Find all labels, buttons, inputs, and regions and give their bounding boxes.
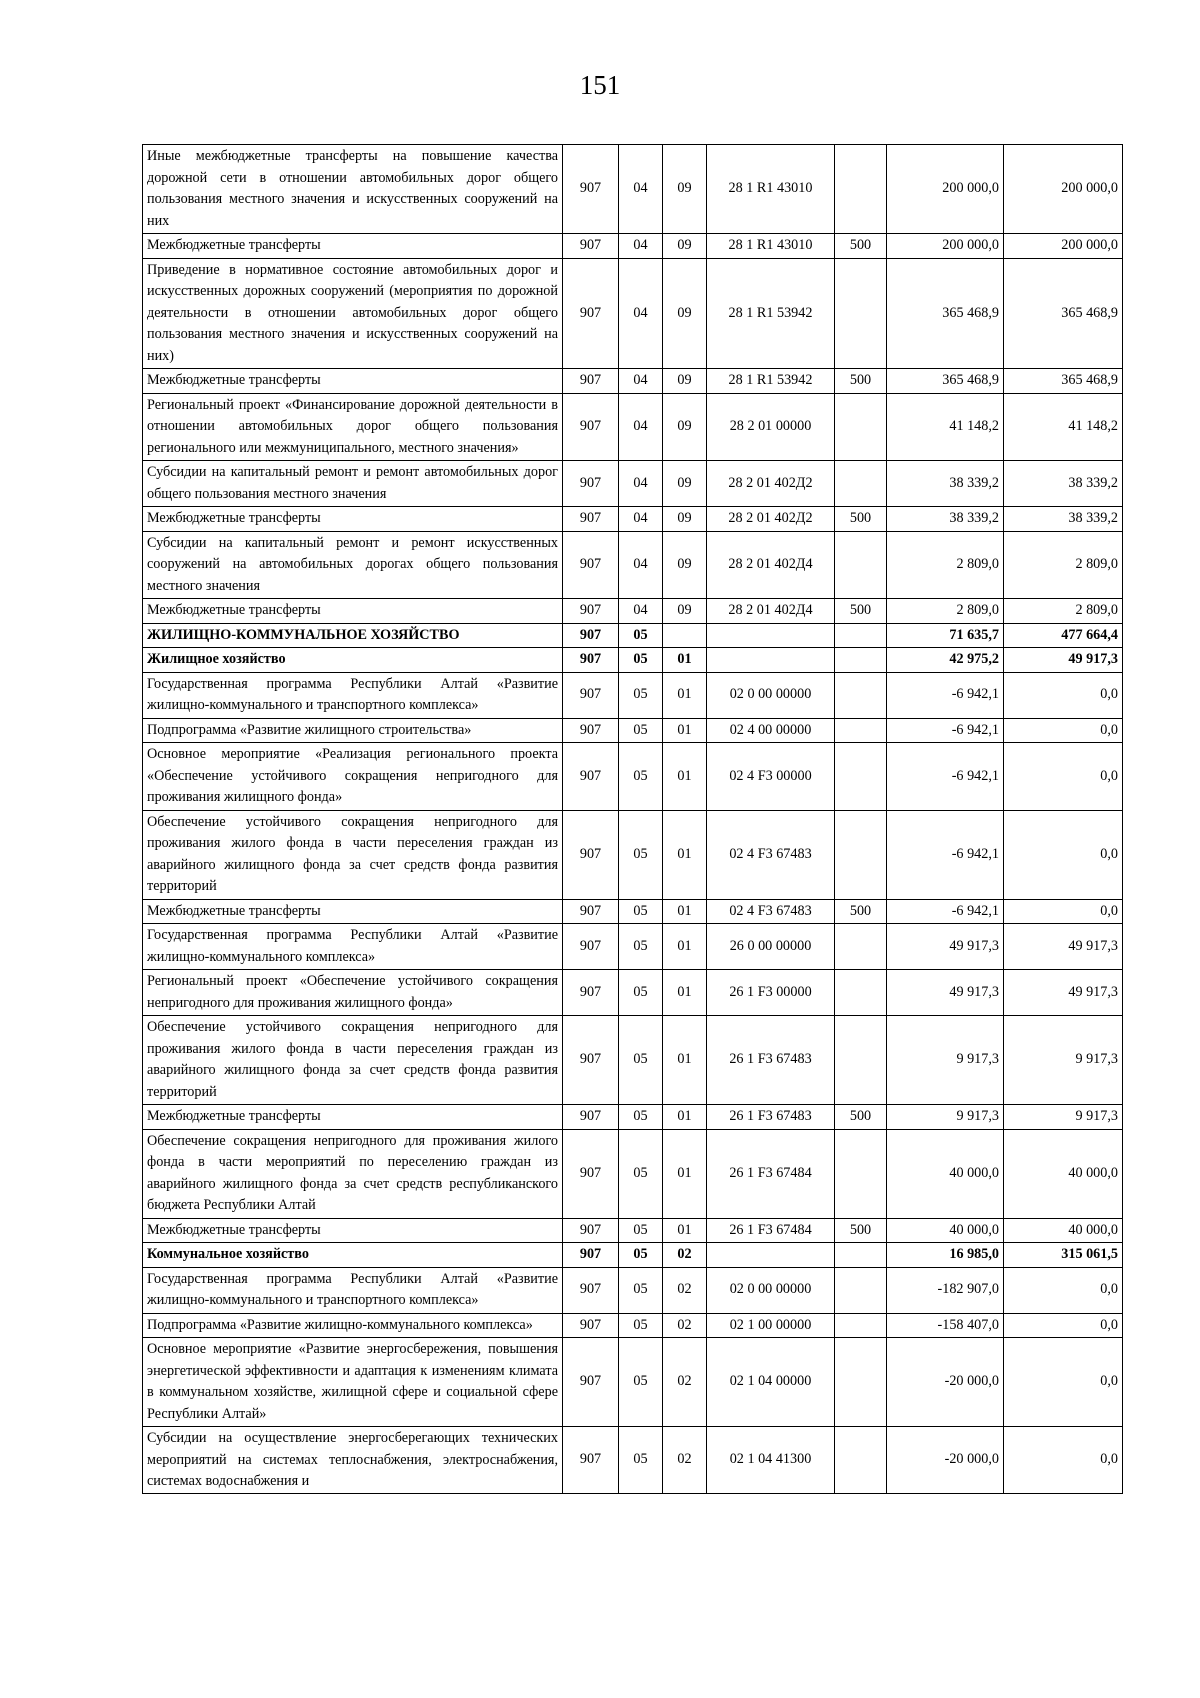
- row-target-article: 02 1 04 41300: [707, 1427, 835, 1494]
- row-expense-type: [835, 1129, 887, 1218]
- row-expense-type: 500: [835, 899, 887, 924]
- row-ministry-code: 907: [563, 145, 619, 234]
- row-sum-year-2: 2 809,0: [1004, 531, 1123, 599]
- row-name: Государственная программа Республики Алтай «Развитие жилищно-коммунального и транспортного комплекса»: [143, 672, 563, 718]
- table-row: [143, 393, 1123, 461]
- row-expense-type: [835, 1243, 887, 1268]
- table-row: [143, 369, 1123, 394]
- row-section-code: 04: [619, 393, 663, 461]
- table-row: [143, 1267, 1123, 1313]
- row-target-article: 02 4 F3 67483: [707, 810, 835, 899]
- row-expense-type: [835, 718, 887, 743]
- row-expense-type: [835, 743, 887, 811]
- row-sum-year-1: 16 985,0: [887, 1243, 1004, 1268]
- row-name: Межбюджетные трансферты: [143, 507, 563, 532]
- row-ministry-code: 907: [563, 507, 619, 532]
- row-section-code: 05: [619, 810, 663, 899]
- row-name: Обеспечение сокращения непригодного для проживания жилого фонда в части мероприятий по переселению граждан из аварийного жилищного фонда за счет средств республиканского бюджета Республики Алтай: [143, 1129, 563, 1218]
- row-expense-type: [835, 145, 887, 234]
- row-name: Коммунальное хозяйство: [143, 1243, 563, 1268]
- table-row: [143, 672, 1123, 718]
- row-sum-year-2: 365 468,9: [1004, 258, 1123, 369]
- table-row: [143, 461, 1123, 507]
- row-name: Межбюджетные трансферты: [143, 369, 563, 394]
- row-name: Основное мероприятие «Развитие энергосбережения, повышения энергетической эффективности и адаптация к изменениям климата в коммунальном хозяйстве, жилищной сфере и социальной сфере Республики Алтай»: [143, 1338, 563, 1427]
- row-sum-year-1: -6 942,1: [887, 672, 1004, 718]
- row-subsection-code: 02: [663, 1338, 707, 1427]
- row-name: Основное мероприятие «Реализация регионального проекта «Обеспечение устойчивого сокращения непригодного для проживания жилищного фонда»: [143, 743, 563, 811]
- row-target-article: 02 0 00 00000: [707, 1267, 835, 1313]
- row-sum-year-1: -6 942,1: [887, 743, 1004, 811]
- row-sum-year-2: 315 061,5: [1004, 1243, 1123, 1268]
- table-row: [143, 623, 1123, 648]
- row-sum-year-2: 0,0: [1004, 899, 1123, 924]
- table-row: [143, 1218, 1123, 1243]
- row-target-article: 28 1 R1 43010: [707, 234, 835, 259]
- row-subsection-code: 01: [663, 1218, 707, 1243]
- row-section-code: 05: [619, 1218, 663, 1243]
- row-sum-year-1: -182 907,0: [887, 1267, 1004, 1313]
- row-section-code: 04: [619, 461, 663, 507]
- row-ministry-code: 907: [563, 258, 619, 369]
- row-sum-year-1: -20 000,0: [887, 1338, 1004, 1427]
- row-target-article: 26 1 F3 67483: [707, 1016, 835, 1105]
- table-row: [143, 1016, 1123, 1105]
- row-target-article: [707, 1243, 835, 1268]
- row-target-article: 28 1 R1 53942: [707, 369, 835, 394]
- row-subsection-code: 09: [663, 258, 707, 369]
- row-name: Жилищное хозяйство: [143, 648, 563, 673]
- row-name: Межбюджетные трансферты: [143, 1218, 563, 1243]
- row-sum-year-1: 38 339,2: [887, 507, 1004, 532]
- row-ministry-code: 907: [563, 531, 619, 599]
- row-target-article: [707, 623, 835, 648]
- table-row: [143, 743, 1123, 811]
- row-subsection-code: 09: [663, 599, 707, 624]
- table-row: [143, 1427, 1123, 1494]
- row-name: Субсидии на капитальный ремонт и ремонт автомобильных дорог общего пользования местного значения: [143, 461, 563, 507]
- row-section-code: 05: [619, 1267, 663, 1313]
- table-row: [143, 899, 1123, 924]
- row-section-code: 05: [619, 1243, 663, 1268]
- row-name: Государственная программа Республики Алтай «Развитие жилищно-коммунального и транспортного комплекса»: [143, 1267, 563, 1313]
- row-subsection-code: 02: [663, 1313, 707, 1338]
- row-ministry-code: 907: [563, 1129, 619, 1218]
- table-row: [143, 507, 1123, 532]
- row-subsection-code: 09: [663, 507, 707, 532]
- row-target-article: 02 4 F3 67483: [707, 899, 835, 924]
- row-expense-type: 500: [835, 234, 887, 259]
- table-row: [143, 1129, 1123, 1218]
- row-section-code: 05: [619, 1338, 663, 1427]
- row-section-code: 05: [619, 1313, 663, 1338]
- row-sum-year-1: 41 148,2: [887, 393, 1004, 461]
- row-sum-year-2: 0,0: [1004, 743, 1123, 811]
- row-sum-year-1: -6 942,1: [887, 899, 1004, 924]
- row-name: Подпрограмма «Развитие жилищно-коммунального комплекса»: [143, 1313, 563, 1338]
- row-sum-year-2: 41 148,2: [1004, 393, 1123, 461]
- row-name: Обеспечение устойчивого сокращения непригодного для проживания жилого фонда в части переселения граждан из аварийного жилищного фонда за счет средств фонда развития территорий: [143, 1016, 563, 1105]
- row-expense-type: 500: [835, 1105, 887, 1130]
- row-expense-type: 500: [835, 1218, 887, 1243]
- row-target-article: 26 1 F3 00000: [707, 970, 835, 1016]
- row-subsection-code: 01: [663, 1105, 707, 1130]
- row-sum-year-2: 9 917,3: [1004, 1016, 1123, 1105]
- row-sum-year-1: 2 809,0: [887, 531, 1004, 599]
- row-ministry-code: 907: [563, 393, 619, 461]
- row-subsection-code: 01: [663, 672, 707, 718]
- row-ministry-code: 907: [563, 1218, 619, 1243]
- row-name: Подпрограмма «Развитие жилищного строительства»: [143, 718, 563, 743]
- table-row: [143, 1243, 1123, 1268]
- row-sum-year-2: 0,0: [1004, 1313, 1123, 1338]
- table-row: [143, 1313, 1123, 1338]
- row-target-article: 02 4 00 00000: [707, 718, 835, 743]
- row-name: Государственная программа Республики Алтай «Развитие жилищно-коммунального комплекса»: [143, 924, 563, 970]
- row-sum-year-1: 2 809,0: [887, 599, 1004, 624]
- row-target-article: 28 1 R1 43010: [707, 145, 835, 234]
- row-section-code: 04: [619, 258, 663, 369]
- row-sum-year-1: 365 468,9: [887, 369, 1004, 394]
- table-row: [143, 258, 1123, 369]
- row-target-article: 28 2 01 402Д2: [707, 461, 835, 507]
- row-ministry-code: 907: [563, 810, 619, 899]
- row-expense-type: [835, 393, 887, 461]
- row-sum-year-1: 9 917,3: [887, 1016, 1004, 1105]
- row-name: [143, 1427, 563, 1494]
- row-ministry-code: 907: [563, 1427, 619, 1494]
- table-row: [143, 648, 1123, 673]
- row-ministry-code: 907: [563, 461, 619, 507]
- row-ministry-code: 907: [563, 1267, 619, 1313]
- row-expense-type: [835, 623, 887, 648]
- row-subsection-code: 01: [663, 743, 707, 811]
- row-sum-year-2: 477 664,4: [1004, 623, 1123, 648]
- row-expense-type: [835, 1338, 887, 1427]
- row-subsection-code: 01: [663, 924, 707, 970]
- row-ministry-code: 907: [563, 743, 619, 811]
- row-section-code: 05: [619, 1129, 663, 1218]
- row-expense-type: [835, 970, 887, 1016]
- row-sum-year-2: 40 000,0: [1004, 1129, 1123, 1218]
- row-sum-year-2: 200 000,0: [1004, 145, 1123, 234]
- row-expense-type: [835, 461, 887, 507]
- row-expense-type: 500: [835, 599, 887, 624]
- row-name: Межбюджетные трансферты: [143, 234, 563, 259]
- row-sum-year-2: 0,0: [1004, 718, 1123, 743]
- row-sum-year-1: 9 917,3: [887, 1105, 1004, 1130]
- row-expense-type: [835, 531, 887, 599]
- table-row: [143, 599, 1123, 624]
- row-sum-year-2: 49 917,3: [1004, 648, 1123, 673]
- row-sum-year-2: 365 468,9: [1004, 369, 1123, 394]
- row-subsection-code: 02: [663, 1267, 707, 1313]
- row-target-article: 02 0 00 00000: [707, 672, 835, 718]
- row-sum-year-1: -6 942,1: [887, 718, 1004, 743]
- row-name: Приведение в нормативное состояние автомобильных дорог и искусственных дорожных сооружений (мероприятия по дорожной деятельности в отношении автомобильных дорог общего пользования местного значения и искусственных сооружений на них): [143, 258, 563, 369]
- row-sum-year-1: 42 975,2: [887, 648, 1004, 673]
- row-ministry-code: 907: [563, 1243, 619, 1268]
- table-row: [143, 531, 1123, 599]
- row-section-code: 04: [619, 145, 663, 234]
- row-subsection-code: [663, 623, 707, 648]
- row-subsection-code: 01: [663, 648, 707, 673]
- budget-table: [142, 144, 1123, 1494]
- page-number: 151: [579, 70, 621, 100]
- row-sum-year-2: 0,0: [1004, 1427, 1123, 1494]
- row-sum-year-2: 0,0: [1004, 672, 1123, 718]
- row-sum-year-1: 40 000,0: [887, 1129, 1004, 1218]
- row-subsection-code: 01: [663, 1129, 707, 1218]
- row-section-code: 05: [619, 924, 663, 970]
- row-section-code: 05: [619, 1016, 663, 1105]
- row-name: Региональный проект «Обеспечение устойчивого сокращения непригодного для проживания жилищного фонда»: [143, 970, 563, 1016]
- row-target-article: [707, 648, 835, 673]
- row-target-article: 02 1 00 00000: [707, 1313, 835, 1338]
- row-sum-year-1: 200 000,0: [887, 234, 1004, 259]
- table-row: [143, 145, 1123, 234]
- table-row: [143, 970, 1123, 1016]
- row-section-code: 05: [619, 648, 663, 673]
- row-subsection-code: 09: [663, 393, 707, 461]
- row-subsection-code: 02: [663, 1427, 707, 1494]
- row-sum-year-2: 38 339,2: [1004, 461, 1123, 507]
- row-target-article: 26 1 F3 67484: [707, 1218, 835, 1243]
- row-expense-type: [835, 1313, 887, 1338]
- row-sum-year-1: 200 000,0: [887, 145, 1004, 234]
- table-row: [143, 718, 1123, 743]
- row-section-code: 04: [619, 369, 663, 394]
- row-expense-type: [835, 1016, 887, 1105]
- row-name: Субсидии на капитальный ремонт и ремонт искусственных сооружений на автомобильных дорогах общего пользования местного значения: [143, 531, 563, 599]
- row-sum-year-1: 49 917,3: [887, 924, 1004, 970]
- row-section-code: 05: [619, 672, 663, 718]
- row-expense-type: [835, 810, 887, 899]
- row-sum-year-2: 200 000,0: [1004, 234, 1123, 259]
- row-subsection-code: 09: [663, 369, 707, 394]
- row-ministry-code: 907: [563, 1338, 619, 1427]
- table-row: [143, 810, 1123, 899]
- row-sum-year-2: 2 809,0: [1004, 599, 1123, 624]
- row-ministry-code: 907: [563, 234, 619, 259]
- row-subsection-code: 02: [663, 1243, 707, 1268]
- row-subsection-code: 09: [663, 461, 707, 507]
- row-subsection-code: 09: [663, 145, 707, 234]
- row-sum-year-1: -20 000,0: [887, 1427, 1004, 1494]
- row-subsection-code: 01: [663, 970, 707, 1016]
- row-target-article: 26 1 F3 67483: [707, 1105, 835, 1130]
- row-subsection-code: 01: [663, 899, 707, 924]
- row-expense-type: [835, 672, 887, 718]
- row-ministry-code: 907: [563, 924, 619, 970]
- row-expense-type: 500: [835, 369, 887, 394]
- row-name: ЖИЛИЩНО-КОММУНАЛЬНОЕ ХОЗЯЙСТВО: [143, 623, 563, 648]
- row-section-code: 05: [619, 743, 663, 811]
- row-ministry-code: 907: [563, 1016, 619, 1105]
- row-section-code: 05: [619, 718, 663, 743]
- row-ministry-code: 907: [563, 1313, 619, 1338]
- row-target-article: 26 0 00 00000: [707, 924, 835, 970]
- row-target-article: 28 2 01 402Д4: [707, 531, 835, 599]
- row-section-code: 05: [619, 1105, 663, 1130]
- row-sum-year-2: 9 917,3: [1004, 1105, 1123, 1130]
- row-ministry-code: 907: [563, 718, 619, 743]
- row-sum-year-2: 49 917,3: [1004, 970, 1123, 1016]
- row-subsection-code: 09: [663, 531, 707, 599]
- row-ministry-code: 907: [563, 648, 619, 673]
- row-target-article: 02 4 F3 00000: [707, 743, 835, 811]
- row-sum-year-2: 49 917,3: [1004, 924, 1123, 970]
- table-row: [143, 1338, 1123, 1427]
- row-target-article: 28 2 01 402Д2: [707, 507, 835, 532]
- row-sum-year-1: -6 942,1: [887, 810, 1004, 899]
- row-sum-year-1: 365 468,9: [887, 258, 1004, 369]
- row-sum-year-1: 40 000,0: [887, 1218, 1004, 1243]
- row-sum-year-2: 40 000,0: [1004, 1218, 1123, 1243]
- row-expense-type: [835, 1427, 887, 1494]
- row-expense-type: [835, 258, 887, 369]
- row-subsection-code: 09: [663, 234, 707, 259]
- row-sum-year-2: 0,0: [1004, 1338, 1123, 1427]
- row-target-article: 28 1 R1 53942: [707, 258, 835, 369]
- row-name: Межбюджетные трансферты: [143, 1105, 563, 1130]
- row-expense-type: [835, 924, 887, 970]
- row-expense-type: [835, 1267, 887, 1313]
- row-target-article: 26 1 F3 67484: [707, 1129, 835, 1218]
- row-expense-type: [835, 648, 887, 673]
- row-expense-type: 500: [835, 507, 887, 532]
- row-name: Региональный проект «Финансирование дорожной деятельности в отношении автомобильных дорог общего пользования регионального или межмуниципального, местного значения»: [143, 393, 563, 461]
- row-ministry-code: 907: [563, 623, 619, 648]
- row-sum-year-1: 38 339,2: [887, 461, 1004, 507]
- row-ministry-code: 907: [563, 599, 619, 624]
- table-row: [143, 1105, 1123, 1130]
- row-subsection-code: 01: [663, 1016, 707, 1105]
- row-sum-year-1: 49 917,3: [887, 970, 1004, 1016]
- row-sum-year-2: 38 339,2: [1004, 507, 1123, 532]
- row-target-article: 02 1 04 00000: [707, 1338, 835, 1427]
- row-ministry-code: 907: [563, 672, 619, 718]
- row-section-code: 05: [619, 970, 663, 1016]
- row-section-code: 05: [619, 1427, 663, 1494]
- row-subsection-code: 01: [663, 810, 707, 899]
- row-target-article: 28 2 01 402Д4: [707, 599, 835, 624]
- row-ministry-code: 907: [563, 899, 619, 924]
- row-sum-year-1: -158 407,0: [887, 1313, 1004, 1338]
- row-section-code: 05: [619, 899, 663, 924]
- row-name: Обеспечение устойчивого сокращения непригодного для проживания жилого фонда в части переселения граждан из аварийного жилищного фонда за счет средств фонда развития территорий: [143, 810, 563, 899]
- row-sum-year-2: 0,0: [1004, 1267, 1123, 1313]
- row-name: Иные межбюджетные трансферты на повышение качества дорожной сети в отношении автомобильных дорог общего пользования местного значения и искусственных сооружений на них: [143, 145, 563, 234]
- row-section-code: 04: [619, 234, 663, 259]
- row-ministry-code: 907: [563, 1105, 619, 1130]
- row-ministry-code: 907: [563, 970, 619, 1016]
- row-section-code: 05: [619, 623, 663, 648]
- row-section-code: 04: [619, 507, 663, 532]
- row-target-article: 28 2 01 00000: [707, 393, 835, 461]
- table-row: [143, 924, 1123, 970]
- row-name: Межбюджетные трансферты: [143, 899, 563, 924]
- row-sum-year-2: 0,0: [1004, 810, 1123, 899]
- row-name: Межбюджетные трансферты: [143, 599, 563, 624]
- row-subsection-code: 01: [663, 718, 707, 743]
- row-name-text: Субсидии на осуществление энергосберегающих технических мероприятий на системах теплоснабжения, электроснабжения, системах водоснабжения и: [147, 1430, 558, 1489]
- row-sum-year-1: 71 635,7: [887, 623, 1004, 648]
- row-section-code: 04: [619, 531, 663, 599]
- table-row: [143, 234, 1123, 259]
- row-section-code: 04: [619, 599, 663, 624]
- row-ministry-code: 907: [563, 369, 619, 394]
